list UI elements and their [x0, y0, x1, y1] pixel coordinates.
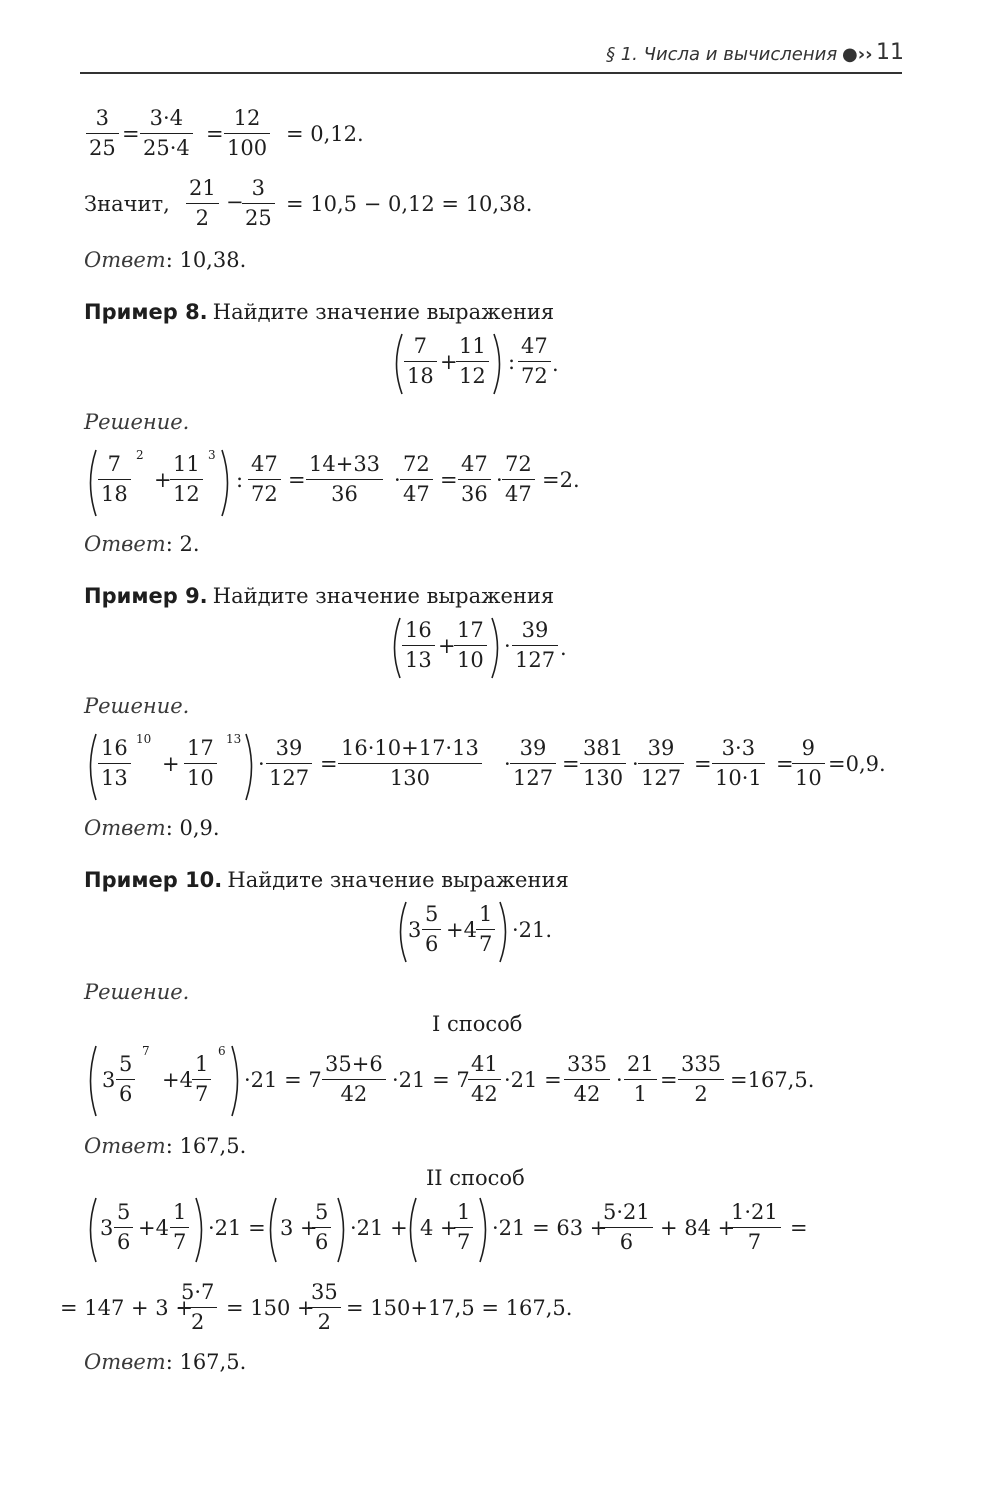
fraction: $\frac{39}{127}$	[512, 620, 558, 671]
equals-sign: =	[694, 752, 712, 776]
expr-text: 4 +	[420, 1216, 458, 1240]
right-paren	[478, 1196, 492, 1264]
equals-sign: =	[562, 752, 580, 776]
fraction: $\frac{3\cdot 3}{10\cdot 1}$	[712, 738, 765, 789]
left-paren	[84, 1196, 98, 1264]
right-paren	[336, 1196, 350, 1264]
fraction: $\frac{5}{6}$	[422, 904, 441, 955]
expr-text: ·21 =	[504, 1068, 562, 1092]
left-paren	[390, 332, 404, 396]
fraction: $\frac{21}{2}$	[186, 178, 219, 229]
expr-text: ·21 +	[350, 1216, 408, 1240]
fraction: $\frac{35}{2}$	[308, 1282, 341, 1333]
expr-text: = 150 +	[226, 1296, 315, 1320]
fraction: $\frac{11}{12}$	[456, 336, 489, 387]
fraction: $\frac{17}{10}$	[454, 620, 487, 671]
plus-whole: +4	[162, 1068, 193, 1092]
fraction: $\frac{5\cdot 21}{6}$	[600, 1202, 653, 1253]
page-number: 11	[876, 40, 904, 65]
fraction: $\frac{39}{127}$	[638, 738, 684, 789]
left-paren	[394, 900, 408, 964]
expr-text: = 150+17,5 = 167,5.	[346, 1296, 573, 1320]
multiplier-mark: 7	[142, 1044, 150, 1058]
multiplier-mark: 10	[136, 732, 152, 746]
fraction: $\frac{47}{72}$	[248, 454, 281, 505]
plus-whole: +4	[138, 1216, 169, 1240]
fraction: $\frac{72}{47}$	[400, 454, 433, 505]
whole-part: 3	[100, 1216, 114, 1240]
expr-text: = 147 + 3 +	[60, 1296, 193, 1320]
fraction: $\frac{9}{10}$	[792, 738, 825, 789]
dot-sign: ·	[616, 1068, 623, 1092]
multiplier-mark: 13	[226, 732, 242, 746]
whole-part: 3	[102, 1068, 116, 1092]
multiplier-mark: 6	[218, 1044, 226, 1058]
example-8-title: Пример 8. Найдите значение выражения	[84, 300, 555, 324]
example-10-title: Пример 10. Найдите значение выражения	[84, 868, 569, 892]
equals-sign: =	[288, 468, 306, 492]
plus-sign: +	[438, 634, 456, 658]
solution-label: Решение.	[84, 980, 190, 1004]
fraction: $\frac{7}{18}$	[404, 336, 437, 387]
fraction: $\frac{12}{100}$	[224, 108, 270, 159]
fraction: $\frac{21}{1}$	[624, 1054, 657, 1105]
result-text: = 0,12.	[286, 122, 364, 146]
result-text: =0,9.	[828, 752, 886, 776]
znachit-word: Значит,	[84, 192, 170, 216]
result-text: =2.	[542, 468, 580, 492]
colon-sign: :	[236, 468, 244, 492]
left-paren	[84, 732, 98, 802]
minus-sign: −	[226, 190, 244, 214]
dot-sign: ·	[504, 752, 511, 776]
fraction: $\frac{5}{6}$	[114, 1202, 133, 1253]
expr-text: ·21 = 7	[392, 1068, 470, 1092]
fraction: $\frac{335}{42}$	[564, 1054, 610, 1105]
fraction: $\frac{5}{6}$	[312, 1202, 331, 1253]
fraction: $\frac{3\cdot 4}{25\cdot 4}$	[140, 108, 193, 159]
period: .	[560, 636, 567, 660]
fraction: $\frac{3}{25}$	[86, 108, 119, 159]
fraction: $\frac{5}{6}$	[116, 1054, 135, 1105]
expr-text: 3 +	[280, 1216, 318, 1240]
solution-label: Решение.	[84, 410, 190, 434]
fraction: $\frac{5\cdot 7}{2}$	[178, 1282, 217, 1333]
right-paren	[498, 900, 512, 964]
right-paren	[244, 732, 258, 802]
expr-text: ·21 = 7	[244, 1068, 322, 1092]
fraction: $\frac{335}{2}$	[678, 1054, 724, 1105]
left-paren	[404, 1196, 418, 1264]
equals-sign: =	[660, 1068, 678, 1092]
dot-sign: ·	[496, 468, 503, 492]
dot-sign: ·	[632, 752, 639, 776]
tail-text: ·21.	[512, 918, 553, 942]
fraction: $\frac{1\cdot 21}{7}$	[728, 1202, 781, 1253]
fraction: $\frac{14+33}{36}$	[306, 454, 383, 505]
way-2-heading: II способ	[426, 1166, 525, 1190]
equals-sign: =	[320, 752, 338, 776]
dot-sign: ·	[504, 634, 511, 658]
expr-text: ·21 =	[208, 1216, 266, 1240]
example-9-title: Пример 9. Найдите значение выражения	[84, 584, 555, 608]
whole-part: 3	[408, 918, 422, 942]
answer-line: Ответ: 10,38.	[84, 248, 247, 272]
answer-line: Ответ: 167,5.	[84, 1134, 247, 1158]
equals-sign: =	[440, 468, 458, 492]
fraction: $\frac{16\cdot 10+17\cdot 13}{130}$	[338, 738, 482, 789]
colon-sign: :	[508, 350, 516, 374]
fraction: $\frac{1}{7}$	[454, 1202, 473, 1253]
running-header-section: § 1. Числа и вычисления	[606, 44, 838, 65]
plus-whole: +4	[446, 918, 477, 942]
left-paren	[84, 448, 98, 518]
header-rule	[80, 72, 902, 74]
dot-sign: ·	[258, 752, 265, 776]
equals-sign: =	[776, 752, 794, 776]
left-paren	[264, 1196, 278, 1264]
fraction: $\frac{72}{47}$	[502, 454, 535, 505]
multiplier-mark: 2	[136, 448, 144, 462]
header-arrows-icon: ●››	[842, 44, 873, 65]
plus-sign: +	[162, 752, 180, 776]
expr-text: ·21 = 63 +	[492, 1216, 608, 1240]
fraction: $\frac{1}{7}$	[170, 1202, 189, 1253]
result-text: = 10,5 − 0,12 = 10,38.	[286, 192, 533, 216]
right-paren	[220, 448, 234, 518]
fraction: $\frac{1}{7}$	[476, 904, 495, 955]
plus-sign: +	[154, 468, 172, 492]
dot-sign: ·	[394, 468, 401, 492]
fraction: $\frac{39}{127}$	[266, 738, 312, 789]
fraction: $\frac{39}{127}$	[510, 738, 556, 789]
right-paren	[490, 616, 504, 680]
fraction: $\frac{381}{130}$	[580, 738, 626, 789]
result-text: =167,5.	[730, 1068, 815, 1092]
answer-line: Ответ: 0,9.	[84, 816, 220, 840]
way-1-heading: I способ	[432, 1012, 523, 1036]
fraction: $\frac{35+6}{42}$	[322, 1054, 386, 1105]
answer-line: Ответ: 2.	[84, 532, 200, 556]
fraction: $\frac{16}{13}$	[98, 738, 131, 789]
right-paren	[230, 1044, 244, 1118]
right-paren	[492, 332, 506, 396]
fraction: $\frac{1}{7}$	[192, 1054, 211, 1105]
equals-sign: =	[122, 122, 140, 146]
left-paren	[388, 616, 402, 680]
fraction: $\frac{41}{42}$	[468, 1054, 501, 1105]
answer-line: Ответ: 167,5.	[84, 1350, 247, 1374]
right-paren	[194, 1196, 208, 1264]
fraction: $\frac{17}{10}$	[184, 738, 217, 789]
solution-label: Решение.	[84, 694, 190, 718]
expr-text: =	[790, 1216, 808, 1240]
multiplier-mark: 3	[208, 448, 216, 462]
fraction: $\frac{47}{72}$	[518, 336, 551, 387]
fraction: $\frac{16}{13}$	[402, 620, 435, 671]
fraction: $\frac{47}{36}$	[458, 454, 491, 505]
equals-sign: =	[206, 122, 224, 146]
fraction: $\frac{3}{25}$	[242, 178, 275, 229]
plus-sign: +	[440, 350, 458, 374]
fraction: $\frac{7}{18}$	[98, 454, 131, 505]
expr-text: + 84 +	[660, 1216, 736, 1240]
period: .	[552, 352, 559, 376]
left-paren	[84, 1044, 98, 1118]
fraction: $\frac{11}{12}$	[170, 454, 203, 505]
